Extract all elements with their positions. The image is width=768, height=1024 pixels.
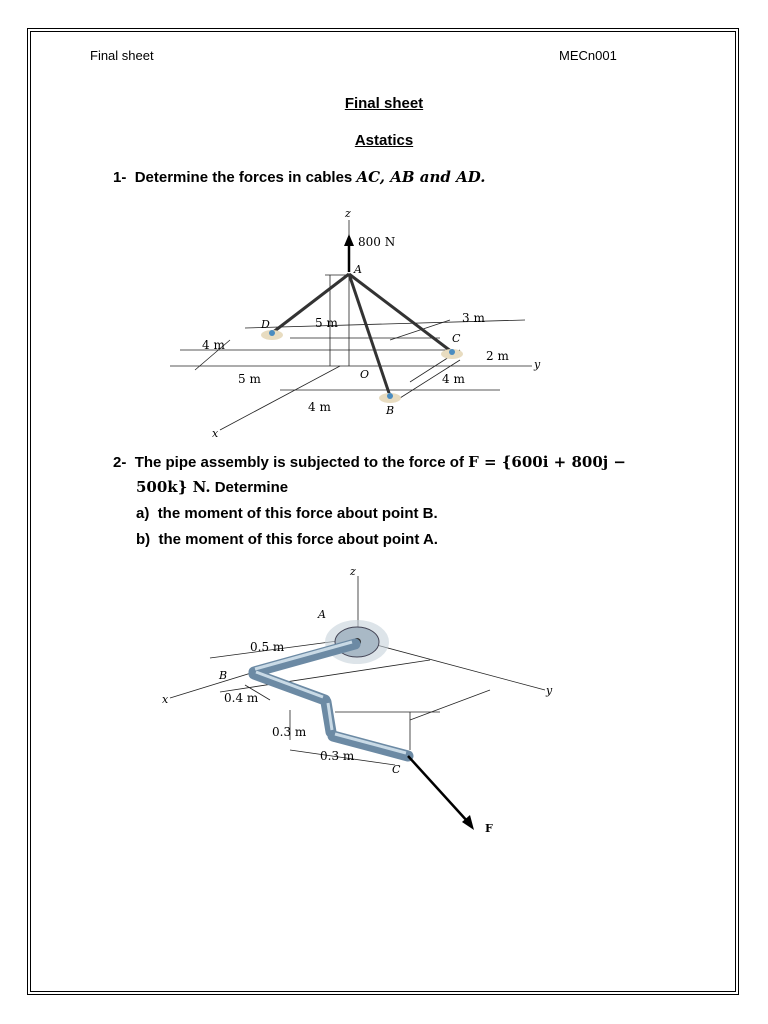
q2-line1-text: The pipe assembly is subjected to the force of: [134, 454, 464, 471]
dim-0.3m-b: 0.3 m: [320, 749, 355, 763]
q2-line1-math: F = {600i + 800j −: [468, 453, 626, 471]
figure-cables: [160, 200, 560, 445]
cable-AC: [349, 274, 452, 352]
q2-line2-text: Determine: [214, 479, 289, 496]
q1-number: 1-: [113, 169, 127, 186]
pipe: [254, 644, 408, 756]
dim-0.5m: 0.5 m: [250, 640, 285, 654]
dim-4m-bottom: 4 m: [308, 400, 331, 414]
main-title: Final sheet: [344, 95, 424, 112]
label-B: B: [219, 669, 228, 682]
force-800-arrow: [344, 234, 354, 272]
q2-line2-math: 500k} N.: [136, 478, 211, 496]
label-F: F: [485, 822, 493, 835]
figure-pipe: [150, 560, 570, 850]
q1-math: AC, AB and AD.: [356, 168, 486, 186]
label-C: C: [452, 332, 461, 345]
label-A: A: [318, 608, 326, 621]
question-1: [113, 166, 485, 189]
label-z: z: [350, 565, 356, 578]
cable-AB: [349, 274, 390, 396]
dim-0.4m: 0.4 m: [224, 691, 259, 705]
dim-2m: 2 m: [486, 349, 509, 363]
label-800N: 800 N: [358, 235, 396, 249]
dim-5m-bottom: 5 m: [238, 372, 261, 386]
label-D: D: [261, 318, 270, 331]
dim-5m-vert: 5 m: [315, 316, 338, 330]
dim-4m-right: 4 m: [442, 372, 465, 386]
label-x: x: [162, 693, 169, 706]
sub-title: Astatics: [354, 132, 414, 149]
label-z: z: [345, 207, 351, 220]
dim-4m-left: 4 m: [202, 338, 225, 352]
dim-0.3m-a: 0.3 m: [272, 725, 307, 739]
header-left: Final sheet: [90, 48, 154, 63]
q2-number: 2-: [113, 454, 127, 471]
label-x: x: [212, 427, 219, 440]
label-B: B: [386, 404, 395, 417]
label-y: y: [546, 684, 553, 697]
q2-b-label: b): [136, 531, 151, 548]
q2-a-label: a): [136, 505, 150, 522]
label-A: A: [354, 263, 362, 276]
dim-3m: 3 m: [462, 311, 485, 325]
label-y: y: [534, 358, 541, 371]
header-right: MECn001: [559, 48, 617, 63]
label-O: O: [360, 368, 370, 381]
label-C: C: [392, 763, 401, 776]
question-2: [113, 451, 673, 551]
q1-text: Determine the forces in cables: [134, 169, 353, 186]
force-F-arrow: [408, 756, 474, 830]
q2-b-text: the moment of this force about point A.: [158, 531, 438, 548]
q2-a-text: the moment of this force about point B.: [157, 505, 438, 522]
